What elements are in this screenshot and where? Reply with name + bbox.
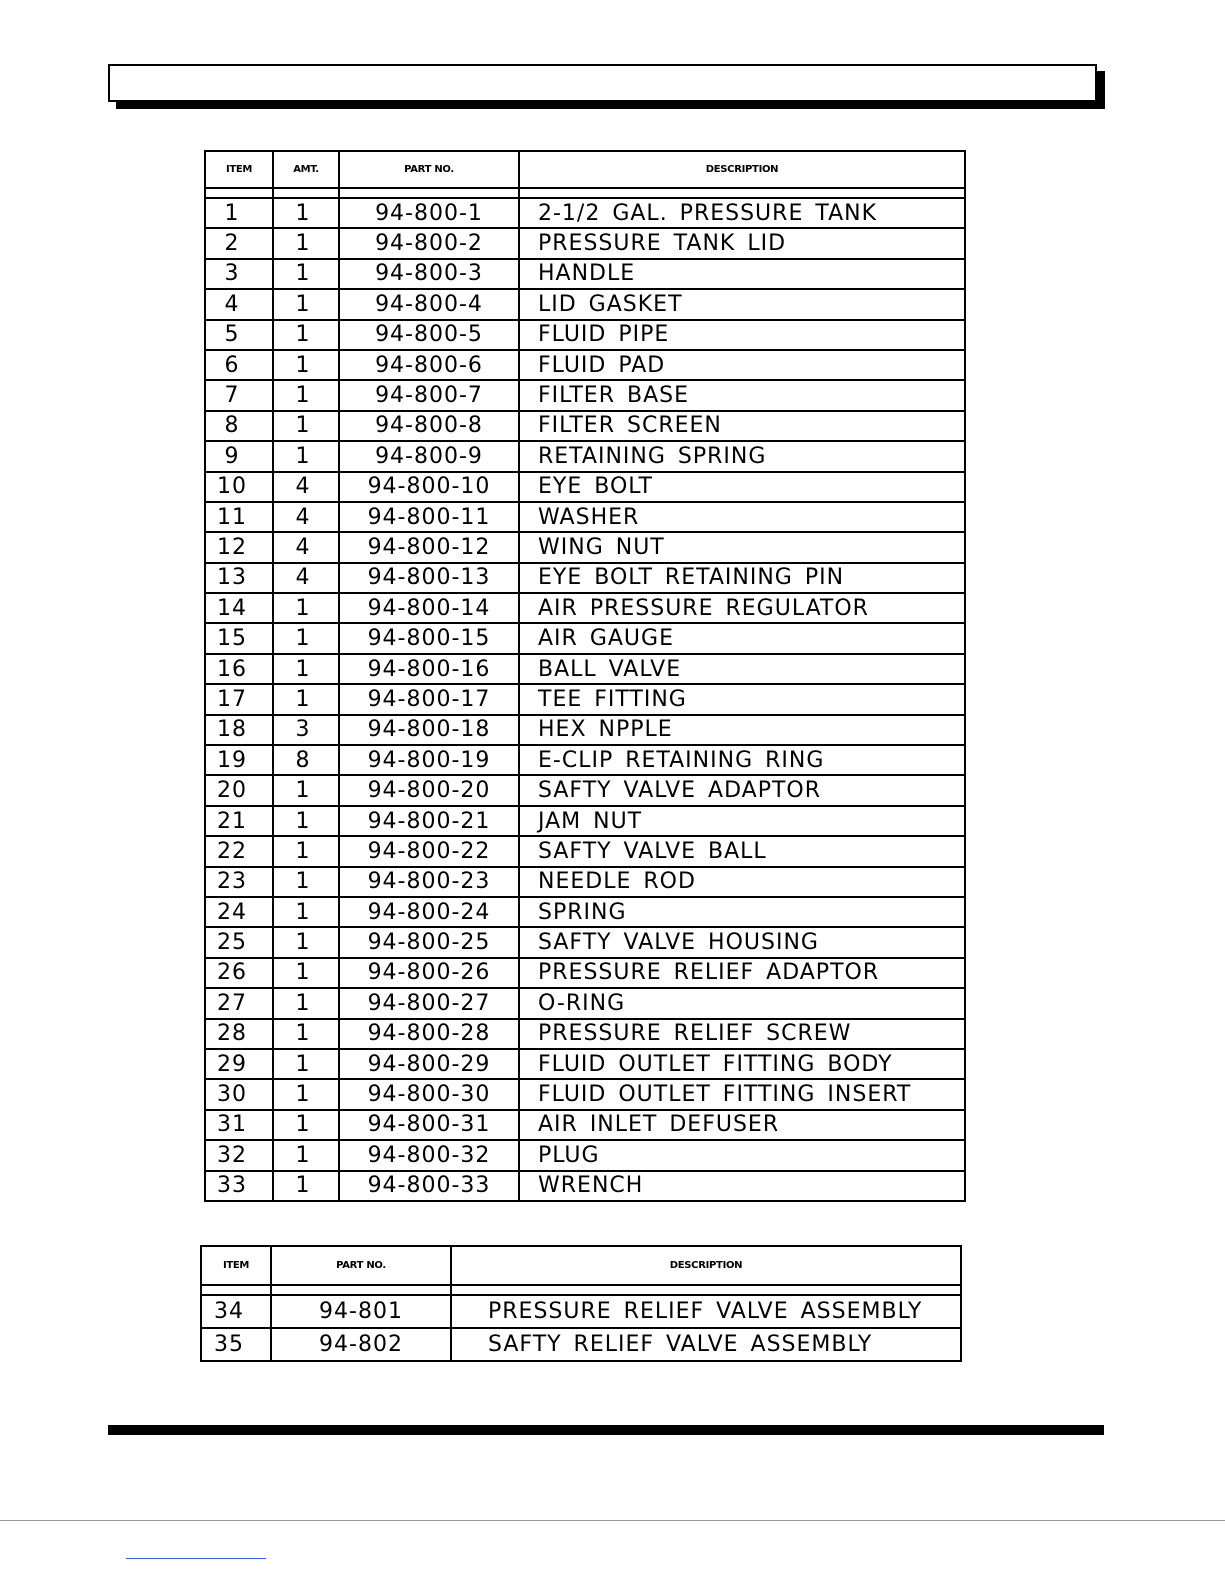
cell-part-no: 94-801 [271,1295,451,1328]
cell-item: 19 [205,745,273,775]
cell-item: 4 [205,289,273,319]
cell-amt: 1 [273,380,339,410]
table-row [205,228,965,258]
cell-item: 12 [205,532,273,562]
cell-description: TEE FITTING [519,684,965,714]
cell-amt: 1 [273,623,339,653]
cell-amt: 1 [273,593,339,623]
cell-part-no: 94-802 [271,1328,451,1361]
cell-amt: 8 [273,745,339,775]
cell-description: AIR PRESSURE REGULATOR [519,593,965,623]
cell-part-no: 94-800-25 [339,927,519,957]
cell-amt: 1 [273,654,339,684]
table-row [205,320,965,350]
gap-cell [519,188,965,198]
table-row [205,593,965,623]
cell-item: 28 [205,1019,273,1049]
cell-part-no: 94-800-23 [339,867,519,897]
cell-amt: 1 [273,1049,339,1079]
cell-part-no: 94-800-32 [339,1140,519,1170]
cell-description: SAFTY RELIEF VALVE ASSEMBLY [451,1328,961,1361]
header-part-no: PART NO. [339,151,519,188]
cell-item: 21 [205,806,273,836]
table-row [205,684,965,714]
cell-part-no: 94-800-6 [339,350,519,380]
cell-description: 2-1/2 GAL. PRESSURE TANK [519,198,965,228]
cell-description: E-CLIP RETAINING RING [519,745,965,775]
cell-amt: 1 [273,1171,339,1201]
cell-part-no: 94-800-17 [339,684,519,714]
cell-part-no: 94-800-2 [339,228,519,258]
cell-amt: 3 [273,715,339,745]
cell-part-no: 94-800-26 [339,958,519,988]
table-row [205,1079,965,1109]
cell-description: WRENCH [519,1171,965,1201]
cell-item: 2 [205,228,273,258]
cell-description: PRESSURE RELIEF ADAPTOR [519,958,965,988]
cell-description: PRESSURE RELIEF SCREW [519,1019,965,1049]
cell-description: WASHER [519,502,965,532]
cell-part-no: 94-800-15 [339,623,519,653]
cell-description: RETAINING SPRING [519,441,965,471]
cell-part-no: 94-800-18 [339,715,519,745]
cell-item: 22 [205,836,273,866]
table-row [205,1049,965,1079]
cell-description: FLUID PIPE [519,320,965,350]
cell-description: NEEDLE ROD [519,867,965,897]
header-gap-row [205,188,965,198]
gap-cell [273,188,339,198]
cell-amt: 1 [273,228,339,258]
cell-item: 8 [205,411,273,441]
table-row [205,988,965,1018]
cell-part-no: 94-800-16 [339,654,519,684]
cell-description: SAFTY VALVE HOUSING [519,927,965,957]
cell-description: BALL VALVE [519,654,965,684]
cell-amt: 4 [273,532,339,562]
cell-item: 10 [205,472,273,502]
cell-description: FLUID OUTLET FITTING BODY [519,1049,965,1079]
gap-cell [451,1285,961,1295]
cell-amt: 1 [273,411,339,441]
cell-item: 26 [205,958,273,988]
table-row [205,411,965,441]
header-box [108,64,1097,102]
cell-amt: 1 [273,958,339,988]
cell-description: FLUID PAD [519,350,965,380]
cell-item: 17 [205,684,273,714]
cell-item: 31 [205,1110,273,1140]
cell-part-no: 94-800-29 [339,1049,519,1079]
cell-description: AIR INLET DEFUSER [519,1110,965,1140]
table-row [205,198,965,228]
cell-item: 16 [205,654,273,684]
cell-part-no: 94-800-19 [339,745,519,775]
cell-description: LID GASKET [519,289,965,319]
table-row [205,532,965,562]
table-row [205,380,965,410]
table-row [201,1328,961,1361]
cell-part-no: 94-800-31 [339,1110,519,1140]
cell-part-no: 94-800-21 [339,806,519,836]
header-item: ITEM [205,151,273,188]
cell-item: 13 [205,563,273,593]
cell-description: HANDLE [519,259,965,289]
assembly-list-table [200,1245,962,1362]
parts-list-table [204,150,966,1202]
table-row [205,775,965,805]
table-row [205,806,965,836]
cell-amt: 1 [273,988,339,1018]
cell-amt: 1 [273,775,339,805]
table-row [205,1171,965,1201]
cell-item: 25 [205,927,273,957]
table-row [205,897,965,927]
table-row [205,563,965,593]
cell-item: 34 [201,1295,271,1328]
header-gap-row [201,1285,961,1295]
cell-description: EYE BOLT RETAINING PIN [519,563,965,593]
cell-description: SAFTY VALVE BALL [519,836,965,866]
cell-part-no: 94-800-30 [339,1079,519,1109]
header-description: DESCRIPTION [519,151,965,188]
cell-amt: 1 [273,836,339,866]
cell-description: WING NUT [519,532,965,562]
table-row [205,441,965,471]
cell-description: JAM NUT [519,806,965,836]
cell-amt: 1 [273,1079,339,1109]
cell-description: PRESSURE TANK LID [519,228,965,258]
cell-part-no: 94-800-8 [339,411,519,441]
table-row [205,867,965,897]
cell-part-no: 94-800-7 [339,380,519,410]
cell-amt: 4 [273,502,339,532]
cell-item: 33 [205,1171,273,1201]
cell-part-no: 94-800-24 [339,897,519,927]
cell-item: 15 [205,623,273,653]
cell-part-no: 94-800-13 [339,563,519,593]
table-row [205,654,965,684]
gap-cell [201,1285,271,1295]
cell-amt: 1 [273,320,339,350]
cell-description: SPRING [519,897,965,927]
cell-description: FILTER BASE [519,380,965,410]
cell-item: 1 [205,198,273,228]
bottom-link-underline [126,1558,266,1559]
table-row [205,350,965,380]
cell-amt: 1 [273,259,339,289]
cell-amt: 1 [273,806,339,836]
cell-part-no: 94-800-14 [339,593,519,623]
table-row [205,289,965,319]
cell-description: HEX NPPLE [519,715,965,745]
cell-amt: 1 [273,684,339,714]
table-row [205,958,965,988]
cell-amt: 1 [273,897,339,927]
cell-description: FILTER SCREEN [519,411,965,441]
footer-bar [108,1425,1104,1435]
table-row [205,623,965,653]
cell-description: AIR GAUGE [519,623,965,653]
cell-amt: 1 [273,867,339,897]
cell-part-no: 94-800-22 [339,836,519,866]
table-row [205,472,965,502]
cell-item: 6 [205,350,273,380]
header-part-no: PART NO. [271,1246,451,1285]
cell-part-no: 94-800-3 [339,259,519,289]
cell-amt: 1 [273,1140,339,1170]
table-row [205,745,965,775]
gap-cell [271,1285,451,1295]
table-header-row [205,151,965,188]
cell-part-no: 94-800-9 [339,441,519,471]
table-row [205,502,965,532]
cell-item: 5 [205,320,273,350]
cell-item: 20 [205,775,273,805]
cell-part-no: 94-800-1 [339,198,519,228]
cell-item: 30 [205,1079,273,1109]
cell-amt: 1 [273,1019,339,1049]
header-amt: AMT. [273,151,339,188]
cell-item: 32 [205,1140,273,1170]
table-row [205,715,965,745]
cell-amt: 1 [273,1110,339,1140]
cell-part-no: 94-800-10 [339,472,519,502]
table-row [205,836,965,866]
cell-amt: 1 [273,927,339,957]
cell-amt: 1 [273,289,339,319]
cell-item: 3 [205,259,273,289]
cell-amt: 1 [273,350,339,380]
cell-item: 9 [205,441,273,471]
cell-description: FLUID OUTLET FITTING INSERT [519,1079,965,1109]
cell-description: O-RING [519,988,965,1018]
cell-amt: 4 [273,563,339,593]
cell-item: 11 [205,502,273,532]
cell-part-no: 94-800-5 [339,320,519,350]
cell-amt: 1 [273,441,339,471]
table-row [205,1140,965,1170]
table-row [205,927,965,957]
cell-amt: 4 [273,472,339,502]
cell-part-no: 94-800-27 [339,988,519,1018]
cell-item: 27 [205,988,273,1018]
table-row [205,1019,965,1049]
gap-cell [205,188,273,198]
cell-item: 24 [205,897,273,927]
table-header-row [201,1246,961,1285]
cell-part-no: 94-800-4 [339,289,519,319]
cell-part-no: 94-800-11 [339,502,519,532]
cell-item: 29 [205,1049,273,1079]
gap-cell [339,188,519,198]
cell-description: SAFTY VALVE ADAPTOR [519,775,965,805]
cell-part-no: 94-800-12 [339,532,519,562]
cell-item: 7 [205,380,273,410]
bottom-rule [0,1520,1225,1521]
cell-part-no: 94-800-20 [339,775,519,805]
header-item: ITEM [201,1246,271,1285]
cell-description: PLUG [519,1140,965,1170]
cell-part-no: 94-800-33 [339,1171,519,1201]
cell-item: 35 [201,1328,271,1361]
table-row [201,1295,961,1328]
cell-description: EYE BOLT [519,472,965,502]
table-row [205,259,965,289]
table-row [205,1110,965,1140]
cell-item: 23 [205,867,273,897]
cell-amt: 1 [273,198,339,228]
cell-item: 14 [205,593,273,623]
header-description: DESCRIPTION [451,1246,961,1285]
cell-item: 18 [205,715,273,745]
cell-part-no: 94-800-28 [339,1019,519,1049]
cell-description: PRESSURE RELIEF VALVE ASSEMBLY [451,1295,961,1328]
